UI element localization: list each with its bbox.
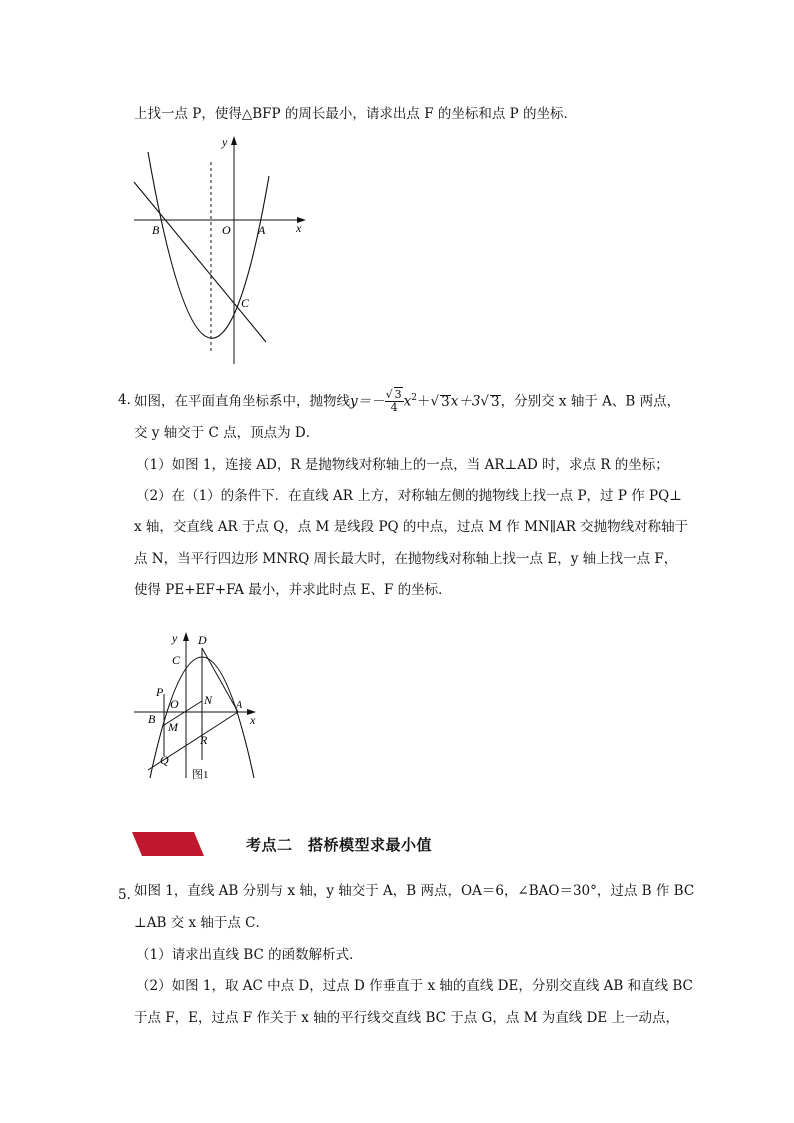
q5-line2: ⊥AB 交 x 轴于点 C． [134, 915, 269, 931]
fb-label-d: D [198, 633, 207, 647]
q4-y-eq: y＝－ [350, 393, 385, 410]
q4-line1: 如图，在平面直角坐标系中，抛物线y＝－ $\frac{√ 3}{4}$ $x^2+√$ 3x＋3√ 3，分别交 x 轴于 A、B 两点， [134, 387, 681, 414]
fb-label-p: P [156, 685, 164, 699]
q4-line1-text: 如图，在平面直角坐标系中，抛物线 [134, 393, 350, 410]
fb-label-o: O [170, 697, 179, 711]
q4-fraction: $\frac{√ 3}{4}$ [385, 387, 402, 414]
q4-frac-num: 3 [394, 387, 402, 401]
fb-label-x: x [250, 713, 256, 727]
q4-x-term: x＋3 [450, 393, 481, 410]
fb-label-y: y [172, 631, 178, 645]
fb-label-n: N [204, 693, 213, 707]
fb-label-q: Q [160, 753, 169, 767]
q5-sub2-line1: （2）如图 1，取 AC 中点 D，过点 D 作垂直于 x 轴的直线 DE，分别交直线 AB 和直线 BC [136, 978, 693, 994]
q4-plus: ＋ [417, 393, 431, 410]
q4-x2: x [403, 393, 412, 410]
q4-root3: 3 [491, 393, 500, 410]
q4-frac-den: 4 [390, 400, 398, 414]
label-b: B [152, 223, 160, 237]
fb-label-c: C [172, 653, 181, 667]
label-c: C [241, 296, 250, 310]
fb-label-a: A [236, 700, 243, 711]
fb-caption: 图1 [192, 769, 209, 781]
q4-line2: 交 y 轴交于 C 点，顶点为 D． [134, 425, 320, 441]
intro-line: 上找一点 P，使得△BFP 的周长最小，请求出点 F 的坐标和点 P 的坐标． [134, 106, 578, 122]
q4-sub2-line2: x 轴，交直线 AR 于点 Q，点 M 是线段 PQ 的中点，过点 M 作 MN∥AR 交抛物线对称轴于 [134, 519, 689, 535]
q5-line1: 如图 1，直线 AB 分别与 x 轴，y 轴交于 A，B 两点，OA＝6，∠BAO＝30°，过点 B 作 BC [134, 883, 695, 899]
q5-sub1: （1）请求出直线 BC 的函数解析式． [136, 947, 363, 963]
q4-sub1: （1）如图 1，连接 AD，R 是抛物线对称轴上的一点，当 AR⊥AD 时，求点 R 的坐标； [136, 457, 669, 473]
label-y: y [222, 135, 228, 149]
figure-q4-fig1 [130, 628, 270, 784]
q4-line1-tail: ，分别交 x 轴于 A、B 两点， [500, 393, 681, 410]
fb-label-b: B [148, 712, 156, 726]
section-banner-shape [132, 832, 204, 856]
q4-sub2-line1: （2）在（1）的条件下．在直线 AR 上方，对称轴左侧的抛物线上找一点 P，过 P 作 PQ⊥ [136, 488, 682, 504]
q5-number: 5． [118, 887, 141, 903]
q5-sub2-line2: 于点 F，E，过点 F 作关于 x 轴的平行线交直线 BC 于点 G，点 M 为直线 DE 上一动点， [134, 1010, 679, 1026]
label-o: O [222, 223, 231, 237]
label-x: x [296, 221, 302, 235]
q4-number: 4． [118, 392, 141, 408]
section-title: 考点二 搭桥模型求最小值 [246, 836, 433, 854]
figure-parabola-bc [128, 132, 314, 368]
label-a: A [258, 223, 266, 237]
q4-sub2-line4: 使得 PE+EF+FA 最小，并求此时点 E、F 的坐标． [134, 582, 452, 598]
fb-label-r: R [200, 733, 208, 747]
fb-label-m: M [168, 720, 178, 734]
q4-sub2-line3: 点 N，当平行四边形 MNRQ 周长最大时，在抛物线对称轴上找一点 E，y 轴上找一点 F， [134, 551, 678, 567]
